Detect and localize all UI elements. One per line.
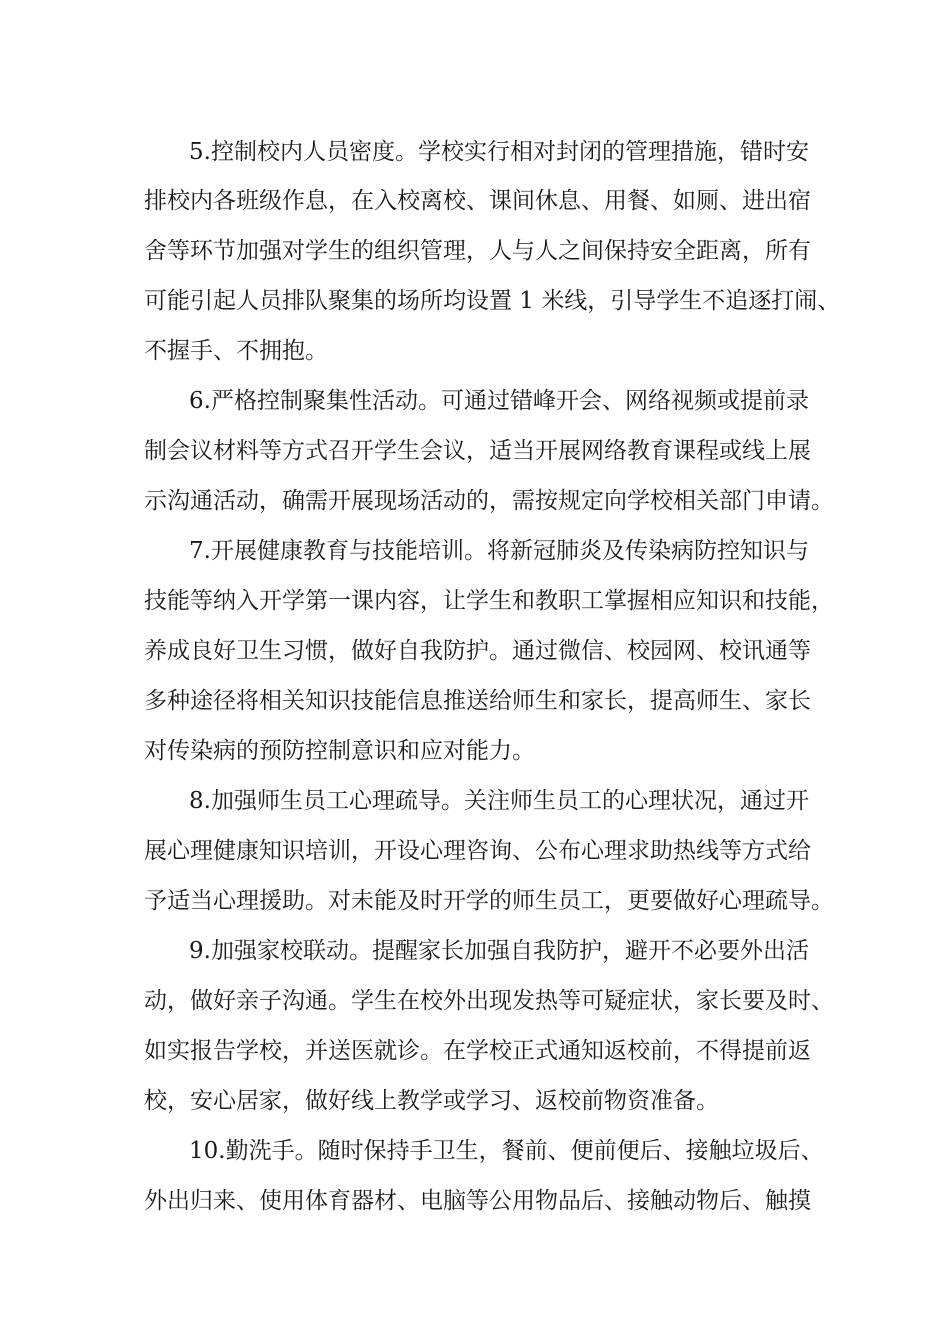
- paragraph-8-line-3: 予适当心理援助。对未能及时开学的师生员工，更要做好心理疏导。: [144, 888, 834, 914]
- paragraph-10-line-2: 外出归来、使用体育器材、电脑等公用物品后、接触动物后、触摸: [144, 1188, 811, 1214]
- paragraph-9-line-2: 动，做好亲子沟通。学生在校外出现发热等可疑症状，家长要及时、: [144, 988, 834, 1014]
- paragraph-7-line-5: 对传染病的预防控制意识和应对能力。: [144, 738, 535, 764]
- paragraph-9-line-3: 如实报告学校，并送医就诊。在学校正式通知返校前，不得提前返: [144, 1038, 811, 1064]
- paragraph-8-line-1: 8.加强师生员工心理疏导。关注师生员工的心理状况，通过开: [189, 788, 809, 814]
- paragraph-7-line-1: 7.开展健康教育与技能培训。将新冠肺炎及传染病防控知识与: [189, 538, 809, 564]
- paragraph-7-line-2: 技能等纳入开学第一课内容，让学生和教职工掌握相应知识和技能，: [144, 588, 834, 614]
- paragraph-7-line-3: 养成良好卫生习惯，做好自我防护。通过微信、校园网、校讯通等: [144, 638, 811, 664]
- paragraph-7-line-4: 多种途径将相关知识技能信息推送给师生和家长，提高师生、家长: [144, 688, 811, 714]
- paragraph-5-line-2: 排校内各班级作息，在入校离校、课间休息、用餐、如厕、进出宿: [144, 188, 811, 214]
- paragraph-10-line-1: 10.勤洗手。随时保持手卫生，餐前、便前便后、接触垃圾后、: [189, 1138, 824, 1164]
- paragraph-6-line-2: 制会议材料等方式召开学生会议，适当开展网络教育课程或线上展: [144, 438, 811, 464]
- paragraph-8-line-2: 展心理健康知识培训，开设心理咨询、公布心理求助热线等方式给: [144, 838, 811, 864]
- paragraph-5-line-4: 可能引起人员排队聚集的场所均设置 1 米线，引导学生不追逐打闹、: [144, 288, 841, 314]
- paragraph-5-line-3: 舍等环节加强对学生的组织管理，人与人之间保持安全距离，所有: [144, 238, 811, 264]
- paragraph-5-line-5: 不握手、不拥抱。: [144, 338, 328, 364]
- paragraph-5-line-1: 5.控制校内人员密度。学校实行相对封闭的管理措施，错时安: [189, 139, 809, 165]
- paragraph-6-line-1: 6.严格控制聚集性活动。可通过错峰开会、网络视频或提前录: [189, 388, 809, 414]
- paragraph-9-line-1: 9.加强家校联动。提醒家长加强自我防护，避开不必要外出活: [189, 938, 809, 964]
- paragraph-6-line-3: 示沟通活动，确需开展现场活动的，需按规定向学校相关部门申请。: [144, 488, 834, 514]
- paragraph-9-line-4: 校，安心居家，做好线上教学或学习、返校前物资准备。: [144, 1088, 719, 1114]
